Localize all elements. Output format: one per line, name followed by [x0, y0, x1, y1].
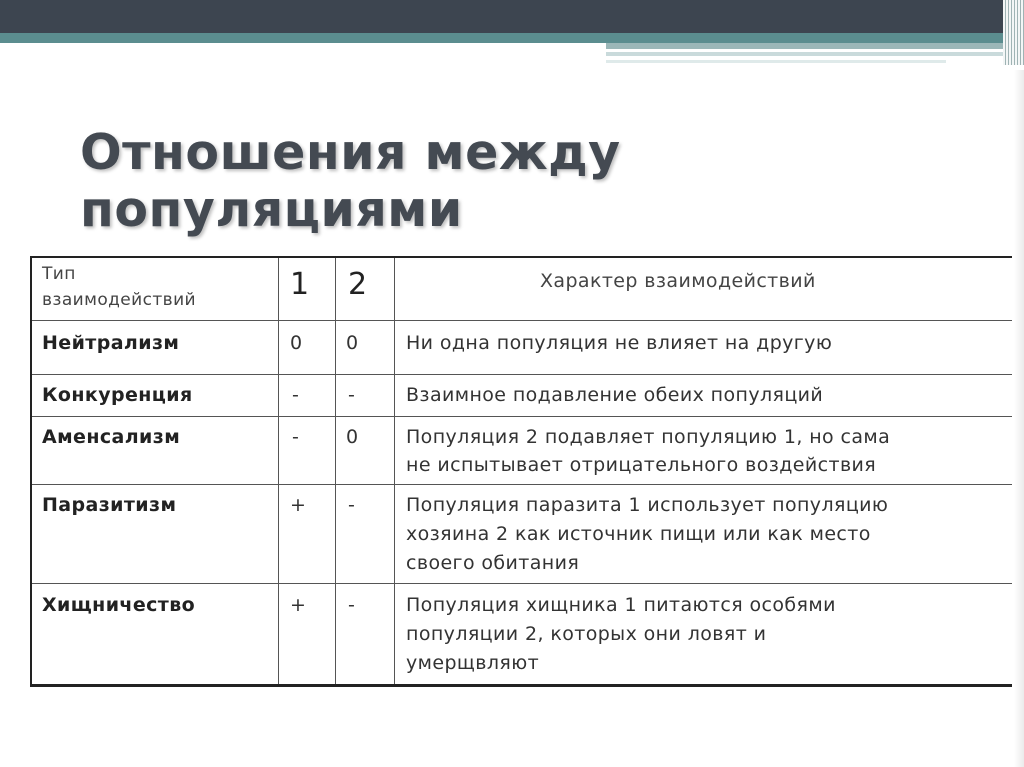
row-effect-1: 0: [290, 332, 303, 354]
row-divider: [32, 484, 1012, 485]
slide-title: Отношения между популяциями: [80, 124, 621, 238]
row-effect-1: -: [292, 384, 300, 406]
header-type-line2: взаимодействий: [42, 290, 196, 310]
row-effect-1: +: [290, 494, 307, 516]
row-effect-1: +: [290, 594, 307, 616]
row-name: Конкуренция: [42, 384, 193, 406]
row-description-line: популяции 2, которых они ловят и: [406, 623, 767, 645]
header-type-line1: Тип: [42, 264, 76, 284]
header-bar-light-thin: [606, 60, 946, 63]
row-name: Хищничество: [42, 594, 196, 616]
row-effect-2: 0: [346, 426, 359, 448]
row-effect-2: -: [348, 384, 356, 406]
header-character: Характер взаимодействий: [540, 270, 816, 292]
header-bar-dark: [0, 0, 1024, 33]
row-divider: [32, 374, 1012, 375]
row-description-line: Популяция хищника 1 питаются особями: [406, 594, 836, 616]
row-description: Взаимное подавление обеих популяций: [406, 384, 824, 406]
row-divider: [32, 416, 1012, 417]
header-stripes: [1003, 0, 1024, 65]
row-name: Нейтрализм: [42, 332, 180, 354]
row-description-line: Популяция паразита 1 использует популяцию: [406, 494, 889, 516]
row-effect-1: -: [292, 426, 300, 448]
row-divider: [32, 583, 1012, 584]
header-population-2: 2: [348, 267, 368, 302]
row-effect-2: -: [348, 494, 356, 516]
row-description: Ни одна популяция не влияет на другую: [406, 332, 833, 354]
row-description-line: не испытывает отрицательного воздействия: [406, 454, 877, 476]
column-divider: [335, 258, 336, 684]
row-effect-2: 0: [346, 332, 359, 354]
row-divider: [32, 320, 1012, 321]
row-name: Аменсализм: [42, 426, 181, 448]
row-description-line: своего обитания: [406, 552, 580, 574]
interactions-table: [30, 256, 1012, 687]
row-description-line: хозяина 2 как источник пищи или как место: [406, 523, 871, 545]
header-population-1: 1: [290, 267, 310, 302]
column-divider: [278, 258, 279, 684]
header-bar-accent: [606, 43, 1005, 49]
row-effect-2: -: [348, 594, 356, 616]
column-divider: [394, 258, 395, 684]
row-description-line: умерщвляют: [406, 652, 540, 674]
slide-edge-shadow: [1014, 70, 1024, 767]
row-description-line: Популяция 2 подавляет популяцию 1, но сама: [406, 426, 891, 448]
header-bar-light: [606, 52, 1005, 56]
header-bar-teal: [0, 33, 1005, 43]
row-name: Паразитизм: [42, 494, 177, 516]
